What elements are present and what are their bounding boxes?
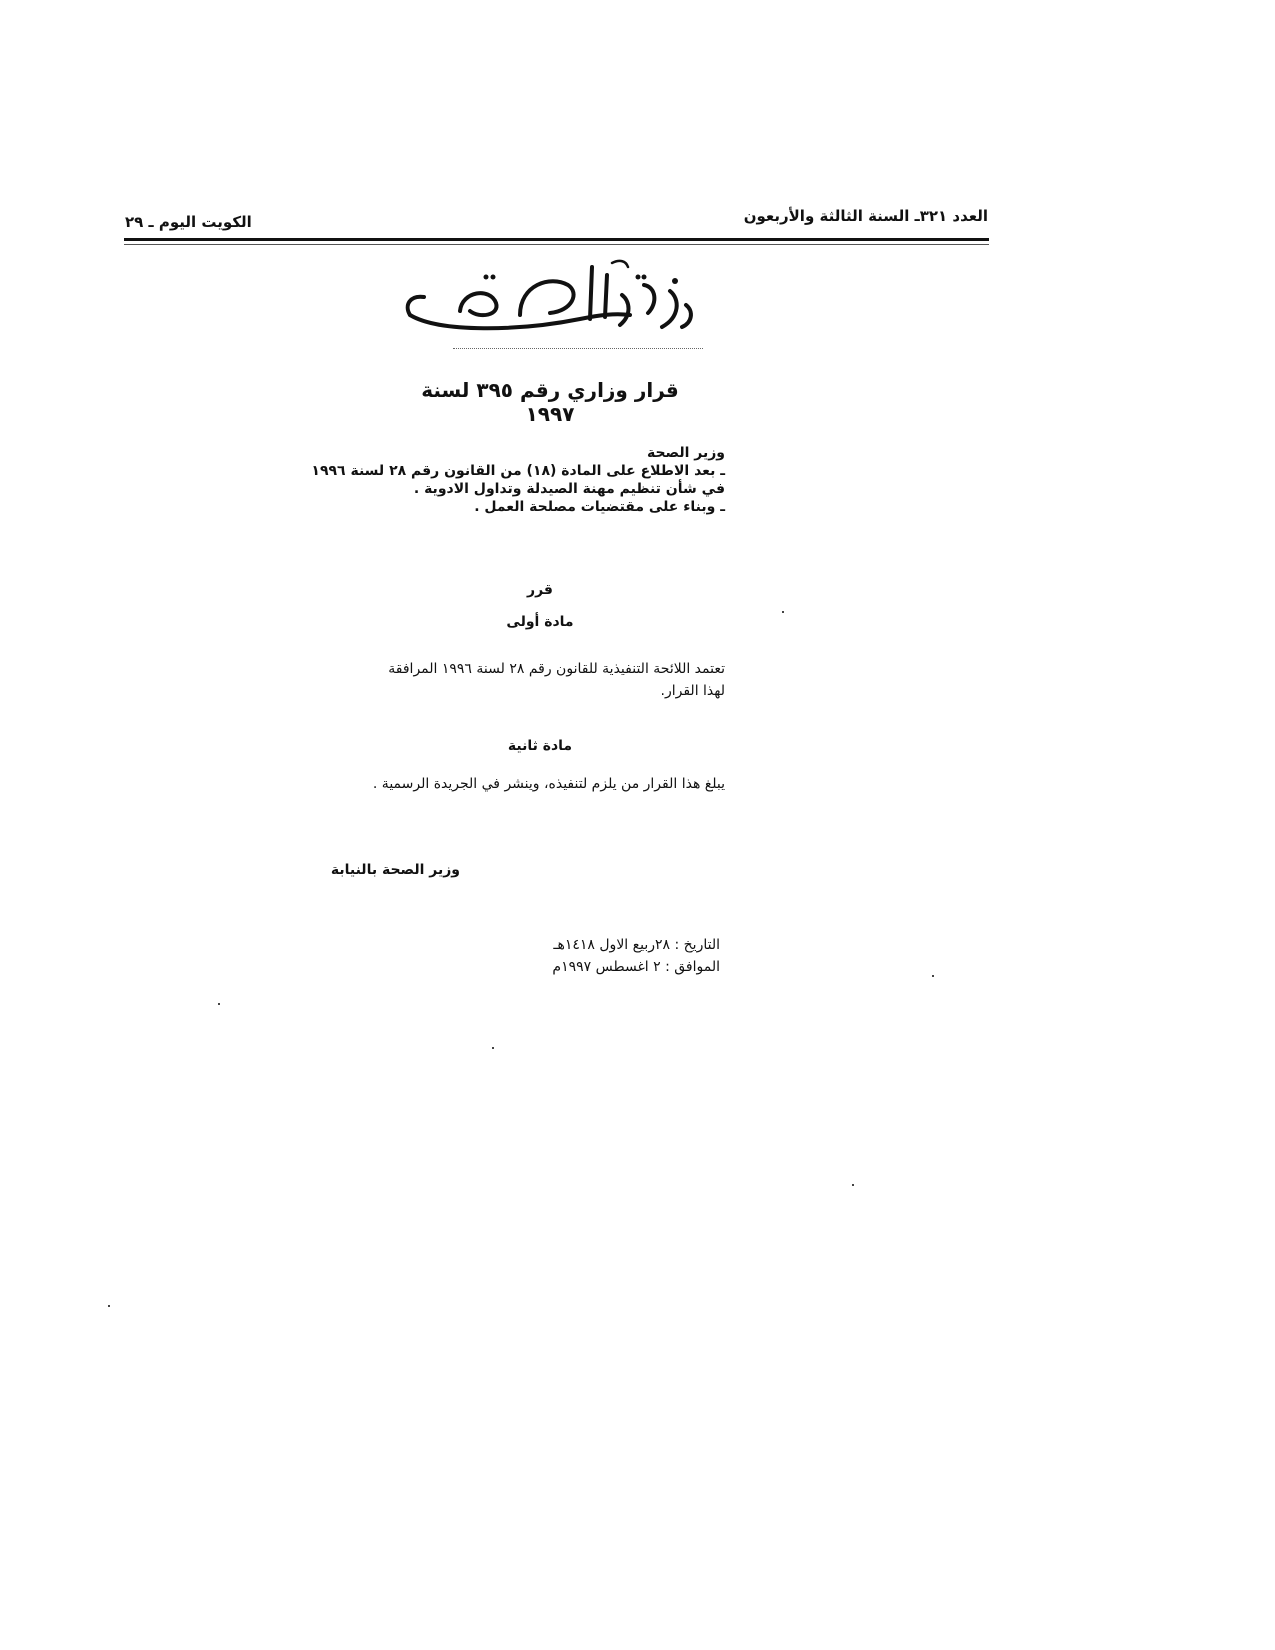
article-2-heading: مادة ثانية xyxy=(507,738,573,754)
decided-heading: قرر xyxy=(527,582,553,598)
ministry-calligraphy xyxy=(400,255,700,340)
ministry-calligraphy-drawing xyxy=(400,255,700,340)
decree-title: قرار وزاري رقم ٣٩٥ لسنة ١٩٩٧ xyxy=(421,378,679,426)
dates xyxy=(480,934,720,978)
preamble-line-2: في شأن تنظيم مهنة الصيدلة وتداول الادوية . xyxy=(413,481,725,497)
publication-name: الكويت اليوم ـ ٢٩ xyxy=(125,213,252,231)
scan-speck xyxy=(932,975,934,977)
header-rule-thin xyxy=(124,244,989,245)
preamble-line-3: ـ وبناء على مقتضيات مصلحة العمل . xyxy=(474,499,725,515)
preamble-line-1: ـ بعد الاطلاع على المادة (١٨) من القانون رقم ٢٨ لسنة ١٩٩٦ xyxy=(311,463,725,479)
article-1-heading: مادة أولى xyxy=(506,614,574,630)
scan-speck xyxy=(218,1003,220,1005)
ministry-divider xyxy=(453,348,703,350)
date-hijri: التاريخ : ٢٨ربيع الاول ١٤١٨هـ xyxy=(553,937,720,953)
scan-speck xyxy=(108,1305,110,1307)
scan-speck xyxy=(782,611,784,613)
header-rule xyxy=(124,238,989,241)
scan-speck xyxy=(852,1184,854,1186)
date-gregorian: الموافق : ٢ اغسطس ١٩٩٧م xyxy=(552,959,720,975)
preamble-minister: وزير الصحة xyxy=(646,445,725,461)
article-1-body xyxy=(330,658,725,702)
signature: وزير الصحة بالنيابة xyxy=(330,862,460,878)
article-1-line-1: تعتمد اللائحة التنفيذية للقانون رقم ٢٨ لسنة ١٩٩٦ المرافقة xyxy=(388,661,725,677)
article-2-body: يبلغ هذا القرار من يلزم لتنفيذه، وينشر في الجريدة الرسمية . xyxy=(372,776,725,792)
preamble xyxy=(311,444,725,516)
issue-number: العدد ٣٢١ـ السنة الثالثة والأربعون xyxy=(743,207,988,225)
scan-speck xyxy=(492,1047,494,1049)
article-1-line-2: لهذا القرار. xyxy=(660,683,725,699)
